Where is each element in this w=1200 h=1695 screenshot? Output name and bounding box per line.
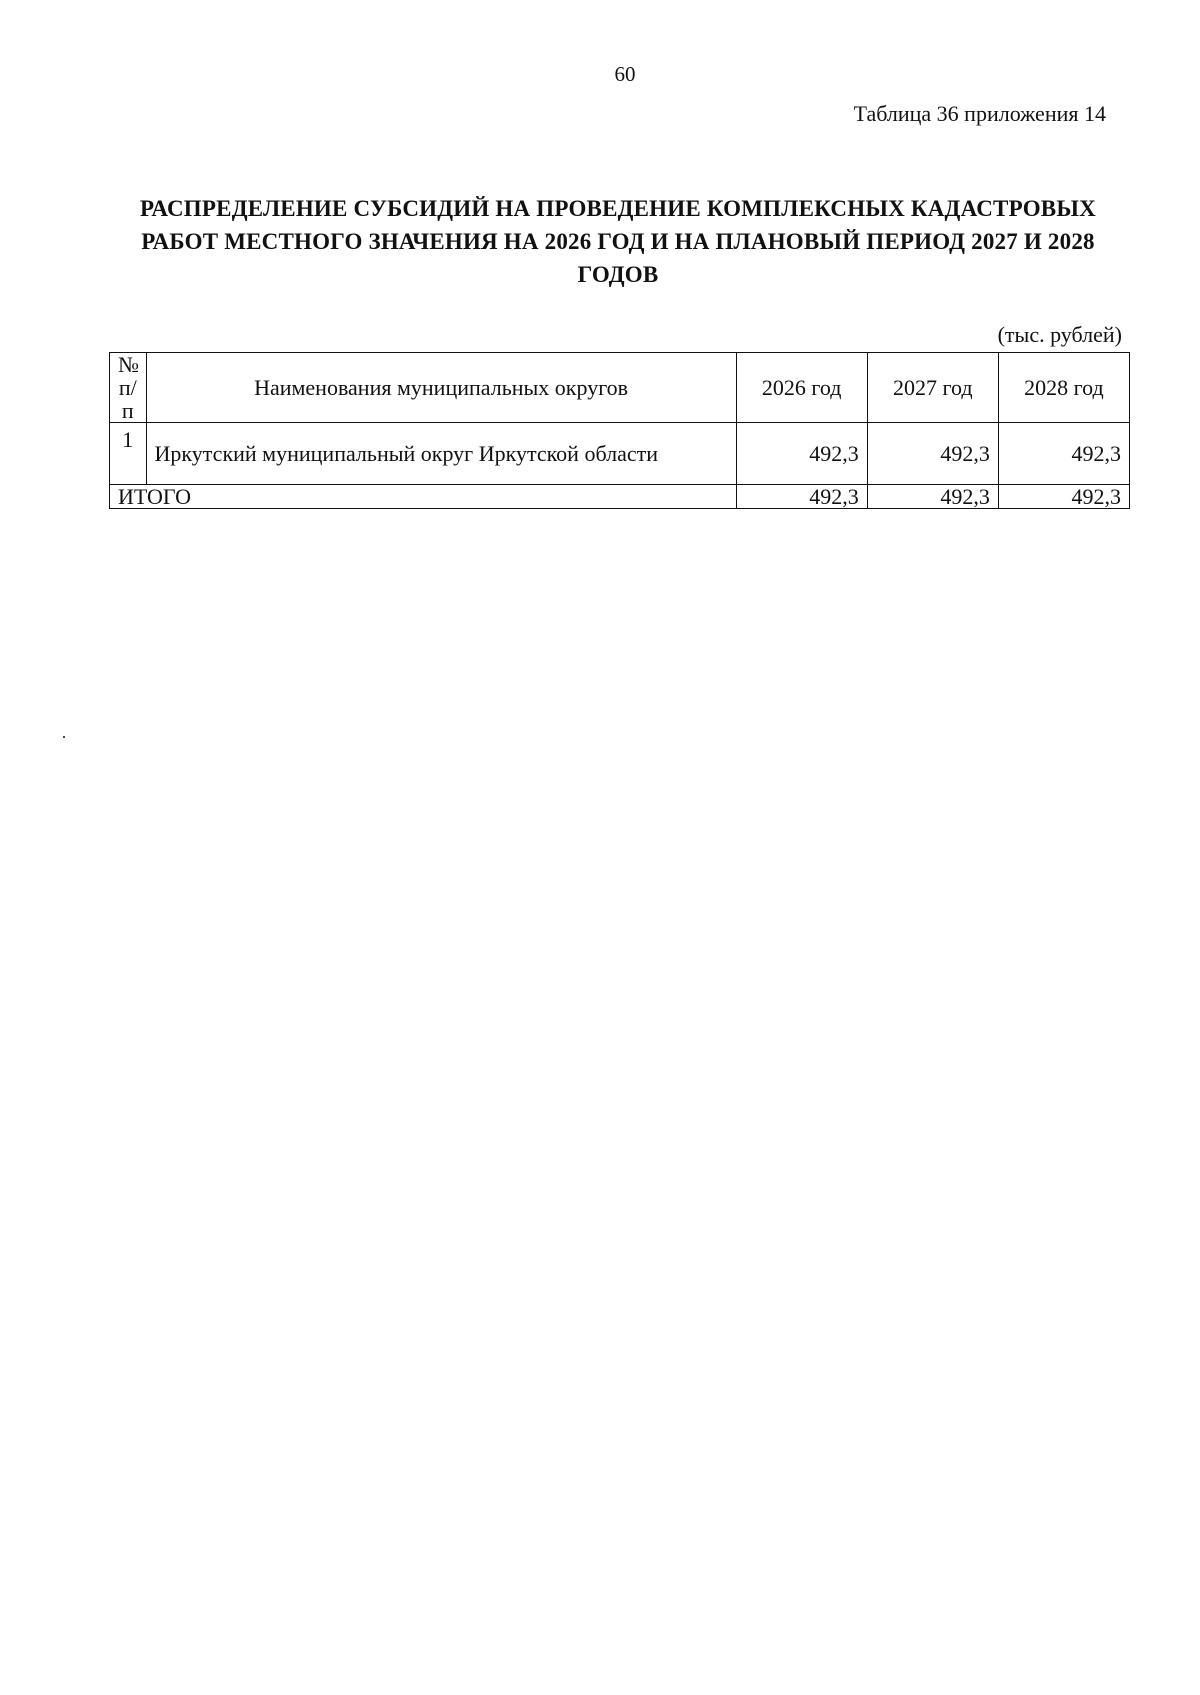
header-name: Наименования муниципальных округов xyxy=(146,353,736,423)
header-number-pp: п/п xyxy=(118,375,137,423)
total-row xyxy=(110,485,1130,509)
header-2027: 2027 год xyxy=(867,353,998,423)
row-number: 1 xyxy=(110,423,147,485)
row-name: Иркутский муниципальный округ Иркутской области xyxy=(146,423,736,485)
table-row xyxy=(110,423,1130,485)
units-label: (тыс. рублей) xyxy=(997,322,1122,347)
header-number xyxy=(110,353,147,423)
scan-artifact-dot xyxy=(63,736,65,738)
header-2026: 2026 год xyxy=(736,353,867,423)
row-value-2027: 492,3 xyxy=(867,423,998,485)
total-value-2028: 492,3 xyxy=(998,485,1129,509)
header-number-sign: № xyxy=(118,352,139,377)
page-number: 60 xyxy=(614,62,636,86)
total-value-2027: 492,3 xyxy=(867,485,998,509)
table-reference: Таблица 36 приложения 14 xyxy=(853,101,1106,126)
table-header-row xyxy=(110,353,1130,423)
total-value-2026: 492,3 xyxy=(736,485,867,509)
row-value-2026: 492,3 xyxy=(736,423,867,485)
subsidy-table xyxy=(109,352,1130,509)
document-title: РАСПРЕДЕЛЕНИЕ СУБСИДИЙ НА ПРОВЕДЕНИЕ КОМПЛЕКСНЫХ КАДАСТРОВЫХ РАБОТ МЕСТНОГО ЗНАЧЕНИЯ НА 2026 ГОД И НА ПЛАНОВЫЙ ПЕРИОД 2027 И 2028 ГОДОВ xyxy=(140,196,1096,287)
row-value-2028: 492,3 xyxy=(998,423,1129,485)
total-label: ИТОГО xyxy=(110,485,737,509)
header-2028: 2028 год xyxy=(998,353,1129,423)
